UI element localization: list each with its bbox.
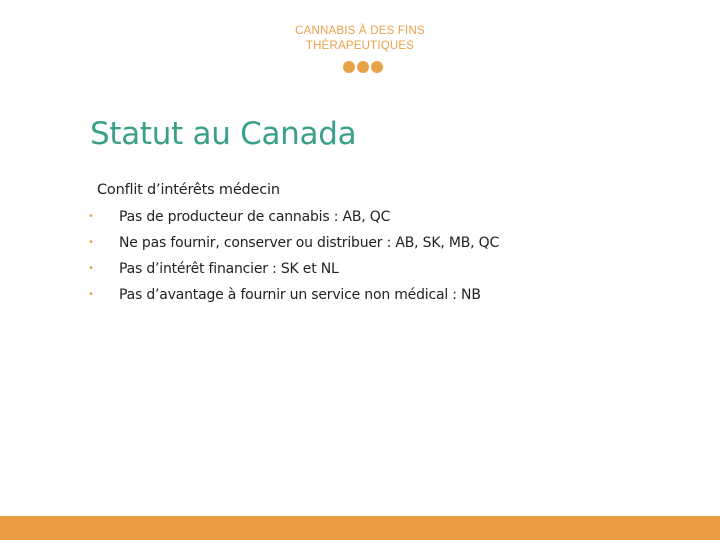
slide-title: Statut au Canada [90, 116, 357, 152]
list-item-text: Ne pas fournir, conserver ou distribuer : AB, SK, MB, QC [119, 235, 500, 251]
list-item-text: Pas d’avantage à fournir un service non médical : NB [119, 287, 481, 303]
footer-bar [0, 516, 720, 540]
dot-icon [343, 61, 355, 73]
header-title-line-2: THÉRAPEUTIQUES [305, 40, 415, 52]
dot-icon [357, 61, 369, 73]
bullet-icon: • [88, 289, 94, 300]
bullet-icon: • [88, 263, 94, 274]
bullet-icon: • [88, 237, 94, 248]
list-item-text: Pas de producteur de cannabis : AB, QC [119, 209, 391, 225]
header-title [0, 24, 720, 54]
list-item-text: Pas d’intérêt financier : SK et NL [119, 261, 339, 277]
decorative-dots [343, 61, 383, 73]
section-heading: Conflit d’intérêts médecin [97, 182, 280, 198]
dot-icon [371, 61, 383, 73]
header-title-line-1: CANNABIS À DES FINS [295, 25, 425, 37]
bullet-icon: • [88, 211, 94, 222]
